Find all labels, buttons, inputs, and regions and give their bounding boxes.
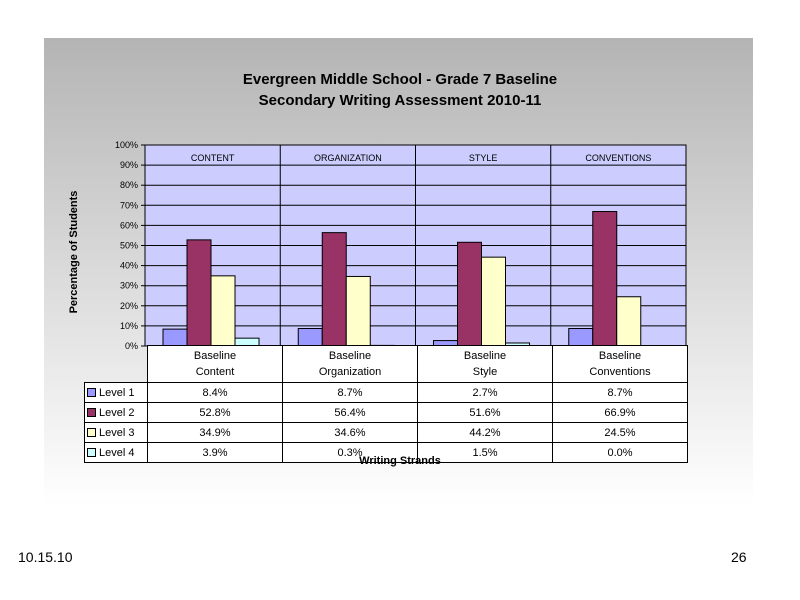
table-cell: 56.4% — [283, 403, 418, 423]
bar — [458, 242, 482, 346]
legend-entry — [85, 403, 148, 423]
chart-title-line-1: Evergreen Middle School - Grade 7 Baseline — [242, 71, 558, 88]
y-tick-label: 10% — [119, 320, 138, 331]
table-cell: 2.7% — [418, 383, 553, 403]
y-tick-label: 0% — [124, 341, 138, 351]
table-cell: 3.9% — [148, 443, 283, 463]
bar — [187, 240, 211, 346]
legend-label: Level 2 — [99, 406, 135, 419]
y-tick-label: 90% — [119, 160, 138, 171]
table-cell: 8.4% — [148, 383, 283, 403]
strand-label: ORGANIZATION — [313, 153, 382, 163]
category-label — [418, 346, 553, 383]
table-cell: 34.9% — [148, 423, 283, 443]
category-label-line: Style — [472, 366, 498, 378]
y-tick-label: 80% — [119, 180, 138, 191]
table-cell: 34.6% — [283, 423, 418, 443]
y-axis-label: Percentage of Students — [68, 190, 80, 314]
x-axis-label: Writing Strands — [359, 455, 441, 467]
y-tick-label: 70% — [119, 200, 138, 211]
y-tick-label: 40% — [119, 260, 138, 271]
bar — [593, 212, 617, 346]
legend-label: Level 1 — [99, 386, 135, 399]
legend-label: Level 3 — [99, 426, 135, 439]
y-tick-label: 30% — [119, 280, 138, 291]
table-cell: 0.0% — [553, 443, 688, 463]
table-cell: 24.5% — [553, 423, 688, 443]
table-cell: 51.6% — [418, 403, 553, 423]
table-row — [85, 403, 688, 423]
page-number: 26 — [731, 549, 747, 565]
bar — [346, 276, 370, 346]
table-cell: 66.9% — [553, 403, 688, 423]
table-corner — [85, 346, 148, 383]
legend-swatch — [87, 428, 96, 437]
bar — [569, 329, 593, 346]
footer-date: 10.15.10 — [18, 549, 73, 565]
table-row — [85, 423, 688, 443]
category-label-line: Content — [195, 366, 235, 378]
category-label — [283, 346, 418, 383]
bar — [482, 257, 506, 346]
bar — [163, 329, 187, 346]
strand-label: CONTENT — [190, 153, 235, 163]
table-cell: 44.2% — [418, 423, 553, 443]
category-label-line: Organization — [318, 366, 382, 378]
category-header-row — [85, 346, 688, 383]
table-row — [85, 383, 688, 403]
data-table — [84, 345, 688, 463]
strand-label: STYLE — [468, 153, 498, 163]
category-label-line: Baseline — [328, 350, 372, 362]
category-label-line: Baseline — [598, 350, 642, 362]
y-tick-label: 100% — [114, 140, 138, 150]
category-label — [553, 346, 688, 383]
table-cell: 1.5% — [418, 443, 553, 463]
table-cell: 8.7% — [553, 383, 688, 403]
chart-title-line-2: Secondary Writing Assessment 2010-11 — [258, 92, 542, 109]
legend-swatch — [87, 408, 96, 417]
category-label-line: Baseline — [193, 350, 237, 362]
y-tick-label: 50% — [119, 240, 138, 251]
legend-entry — [85, 383, 148, 403]
strand-label: CONVENTIONS — [585, 153, 652, 163]
category-label-line: Conventions — [589, 366, 651, 378]
legend-entry — [85, 423, 148, 443]
table-cell: 52.8% — [148, 403, 283, 423]
y-tick-label: 20% — [119, 300, 138, 311]
bar — [211, 276, 235, 346]
legend-label: Level 4 — [99, 446, 135, 459]
table-cell: 0.3% — [283, 443, 418, 463]
bar — [617, 297, 641, 346]
category-label-line: Baseline — [463, 350, 507, 362]
bar — [298, 329, 322, 346]
legend-swatch — [87, 388, 96, 397]
table-cell: 8.7% — [283, 383, 418, 403]
bar — [322, 233, 346, 346]
y-tick-label: 60% — [119, 220, 138, 231]
category-label — [148, 346, 283, 383]
